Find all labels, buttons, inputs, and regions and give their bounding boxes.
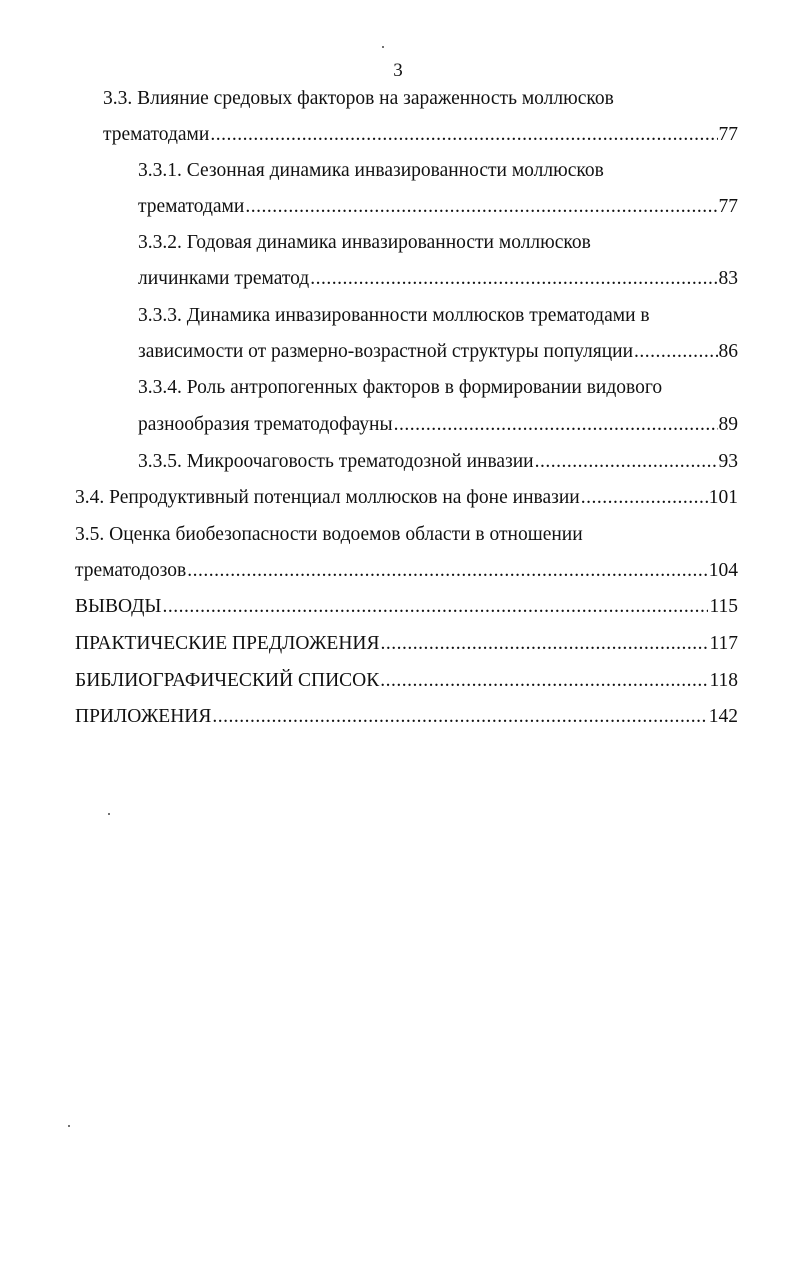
dot-leader [535,447,718,477]
toc-entry-3-3-2[interactable] [138,264,738,294]
toc-entry-3-5[interactable] [75,556,738,586]
toc-entry-text: 3.3.4. Роль антропогенных факторов в формировании видового [138,377,663,398]
toc-entry-text: трематодами [103,124,210,145]
toc-entry-text: трематодами [138,196,245,217]
dot-leader [245,192,717,222]
dot-leader [380,666,708,696]
toc-entry-3-3-title [103,84,614,114]
toc-page-number: 77 [718,124,738,145]
scan-speck [68,1125,70,1127]
toc-entry-text: личинками трематод [138,268,310,289]
dot-leader [581,483,708,513]
toc-page-number: 83 [718,268,738,289]
page-number: 3 [393,60,403,81]
toc-entry-text: 3.3.3. Динамика инвазированности моллюсков трематодами в [138,305,650,326]
toc-entry-text: трематодозов [75,560,187,581]
toc-entry-text: ВЫВОДЫ [75,596,162,617]
toc-entry-text: 3.3.1. Сезонная динамика инвазированности моллюсков [138,160,604,181]
toc-page-number: 142 [708,706,738,727]
toc-page-number: 104 [708,560,738,581]
toc-entry-3-3-4-title [138,373,662,403]
toc-entry-bibliography[interactable] [75,666,738,696]
dot-leader [381,629,709,659]
toc-entry-3-5-title [75,520,583,550]
scan-speck [108,813,110,815]
toc-page-number: 115 [709,596,738,617]
toc-entry-3-3-4[interactable] [138,410,738,440]
toc-entry-3-3-1[interactable] [138,192,738,222]
toc-entry-3-3-1-title [138,156,604,186]
toc-page-number: 86 [718,341,738,362]
toc-entry-text: 3.3.5. Микроочаговость трематодозной инвазии [138,451,534,472]
toc-entry-text: 3.4. Репродуктивный потенциал моллюсков на фоне инвазии [75,487,580,508]
toc-entry-appendices[interactable] [75,702,738,732]
toc-entry-3-4[interactable] [75,483,738,513]
dot-leader [187,556,708,586]
toc-entry-text: 3.3. Влияние средовых факторов на зараженность моллюсков [103,88,614,109]
toc-entry-text: разнообразия трематодофауны [138,414,393,435]
toc-entry-3-3-5[interactable] [138,447,738,477]
toc-page-number: 89 [718,414,738,435]
dot-leader [162,592,708,622]
toc-entry-practical-proposals[interactable] [75,629,738,659]
dot-leader [210,120,717,150]
toc-entry-3-3-3-title [138,301,650,331]
toc-page-number: 117 [709,633,738,654]
toc-entry-text: 3.3.2. Годовая динамика инвазированности моллюсков [138,232,591,253]
toc-entry-conclusions[interactable] [75,592,738,622]
toc-entry-3-3[interactable] [103,120,738,150]
toc-entry-text: ПРИЛОЖЕНИЯ [75,706,212,727]
dot-leader [212,702,707,732]
toc-page-number: 93 [718,451,738,472]
toc-entry-text: зависимости от размерно-возрастной структуры популяции [138,341,634,362]
toc-page-number: 77 [718,196,738,217]
toc-entry-3-3-2-title [138,228,591,258]
scan-speck [382,46,384,48]
toc-page-number: 118 [709,670,738,691]
dot-leader [310,264,717,294]
toc-entry-text: БИБЛИОГРАФИЧЕСКИЙ СПИСОК [75,670,380,691]
toc-entry-text: ПРАКТИЧЕСКИЕ ПРЕДЛОЖЕНИЯ [75,633,380,654]
toc-entry-text: 3.5. Оценка биобезопасности водоемов области в отношении [75,524,583,545]
toc-page-number: 101 [708,487,738,508]
dot-leader [634,337,717,367]
dot-leader [394,410,718,440]
toc-entry-3-3-3[interactable] [138,337,738,367]
